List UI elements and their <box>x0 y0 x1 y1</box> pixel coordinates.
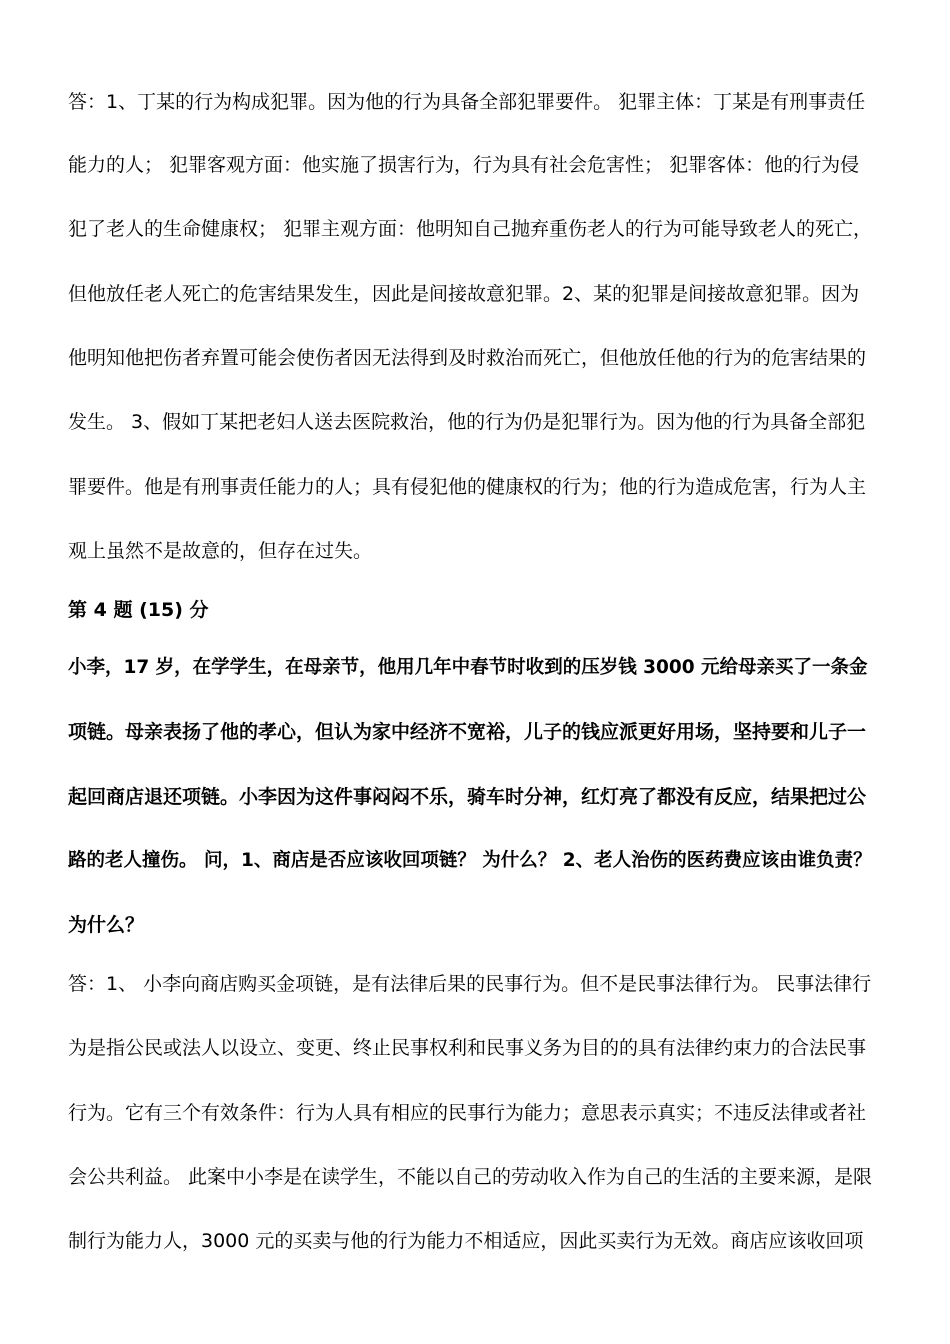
answer3-line-1: 答：1、丁某的行为构成犯罪。因为他的行为具备全部犯罪要件。 犯罪主体：丁某是有刑事责任 <box>68 91 866 113</box>
answer4-line-3: 行为。它有三个有效条件：行为人具有相应的民事行为能力；意思表示真实；不违反法律或者社 <box>68 1102 867 1124</box>
answer3-line-2: 能力的人； 犯罪客观方面：他实施了损害行为，行为具有社会危害性； 犯罪客体：他的行为侵 <box>68 154 860 176</box>
answer4-line-1: 答：1、 小李向商店购买金项链，是有法律后果的民事行为。但不是民事法律行为。 民事法律行 <box>68 973 872 995</box>
question4-line-3: 起回商店退还项链。小李因为这件事闷闷不乐，骑车时分神，红灯亮了都没有反应，结果把过公 <box>68 786 867 808</box>
answer3-line-4: 但他放任老人死亡的危害结果发生，因此是间接故意犯罪。2、某的犯罪是间接故意犯罪。因为 <box>68 283 860 305</box>
answer4-line-5: 制行为能力人，3000 元的买卖与他的行为能力不相适应，因此买卖行为无效。商店应该收回项 <box>68 1230 864 1252</box>
question4-line-1: 小李，17 岁，在学学生，在母亲节，他用几年中春节时收到的压岁钱 3000 元给母亲买了一条金 <box>68 657 868 678</box>
answer4-line-2: 为是指公民或法人以设立、变更、终止民事权利和民事义务为目的的具有法律约束力的合法民事 <box>68 1037 867 1059</box>
answer3-line-7: 罪要件。他是有刑事责任能力的人；具有侵犯他的健康权的行为；他的行为造成危害，行为人主 <box>68 476 867 498</box>
answer4-line-4: 会公共利益。 此案中小李是在读学生，不能以自己的劳动收入作为自己的生活的主要来源，是限 <box>68 1166 873 1188</box>
question4-line-2: 项链。母亲表扬了他的孝心，但认为家中经济不宽裕，儿子的钱应派更好用场，坚持要和儿子一 <box>68 721 867 743</box>
answer3-line-5: 他明知他把伤者弃置可能会使伤者因无法得到及时救治而死亡，但他放任他的行为的危害结果的 <box>68 347 867 369</box>
answer3-line-3: 犯了老人的生命健康权； 犯罪主观方面：他明知自己抛弃重伤老人的行为可能导致老人的死亡， <box>68 218 873 240</box>
answer3-line-6: 发生。 3、假如丁某把老妇人送去医院救治，他的行为仍是犯罪行为。因为他的行为具备全部犯 <box>68 411 866 433</box>
question4-line-5: 为什么？ <box>68 914 145 936</box>
answer3-line-8: 观上虽然不是故意的，但存在过失。 <box>68 540 373 562</box>
question4-line-4: 路的老人撞伤。 问，1、商店是否应该收回项链？ 为什么？ 2、老人治伤的医药费应该由谁负责？ <box>68 850 872 871</box>
question4-heading: 第 4 题 (15) 分 <box>68 599 209 621</box>
